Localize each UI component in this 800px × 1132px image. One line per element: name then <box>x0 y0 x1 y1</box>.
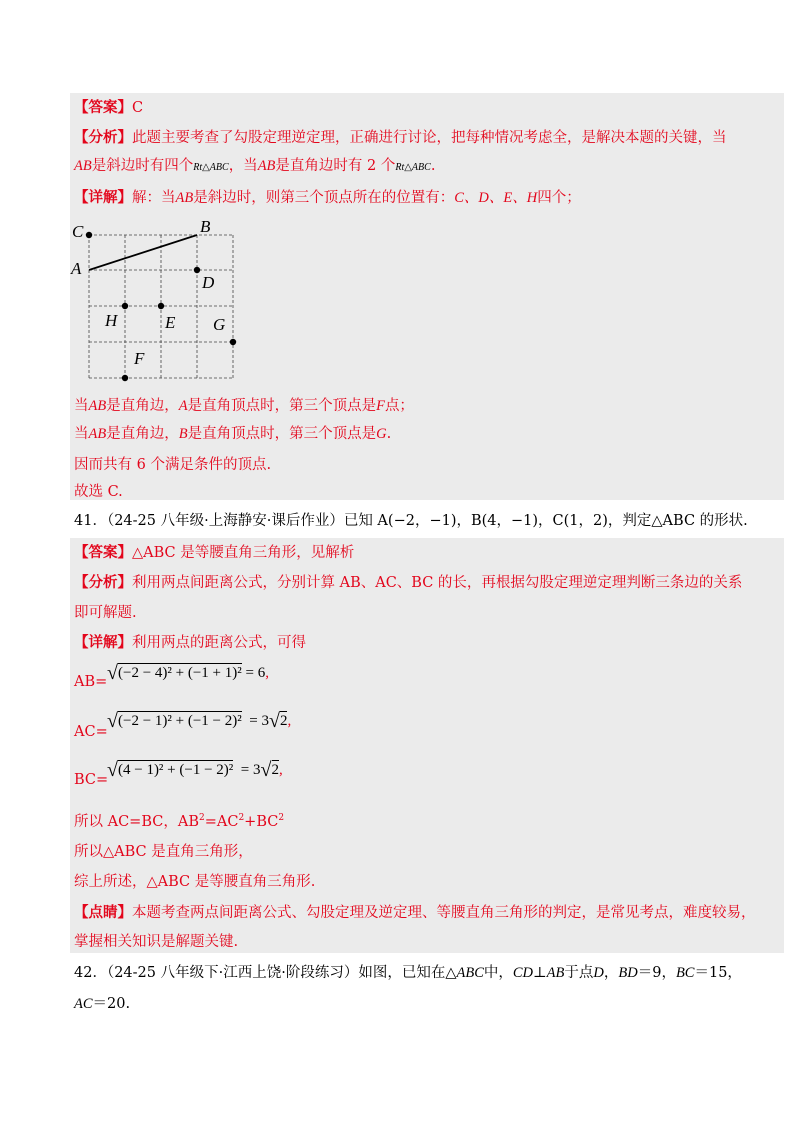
analysis-text-2c: 是直角边时有 2 个 <box>275 158 396 174</box>
label-e: E <box>165 313 176 332</box>
comma: , <box>279 762 283 778</box>
detail-text-b: 是斜边时，则第三个顶点所在的位置有： <box>193 190 455 206</box>
answer-value: C <box>132 100 144 116</box>
ab-label: AB= <box>74 674 108 690</box>
detail-text-d: 四个； <box>537 190 581 206</box>
detail-tag: 【详解】 <box>74 189 132 206</box>
superscript: 2 <box>238 813 245 823</box>
point-f <box>122 375 128 381</box>
case-text: 当 <box>74 398 89 414</box>
analysis-text: 利用两点间距离公式，分别计算 AB、AC、BC 的长，再根据勾股定理逆定理判断三条边的关系 <box>132 575 743 591</box>
superscript: 2 <box>278 813 285 823</box>
sqrt-symbol: √ <box>107 662 118 684</box>
point-c <box>86 232 92 238</box>
q42-text: 中， <box>483 965 513 981</box>
question-42-line-1 <box>74 963 742 983</box>
q42-text: ＝15， <box>694 965 742 981</box>
q42-text: ， <box>603 965 619 981</box>
label-b: B <box>200 218 211 236</box>
point-e <box>158 303 164 309</box>
bc-label: BC= <box>74 772 109 788</box>
math-b: B <box>178 426 188 442</box>
analysis-tag: 【分析】 <box>74 574 132 591</box>
label-h: H <box>105 311 118 330</box>
case-line-2 <box>74 424 391 444</box>
case-line-1 <box>74 396 414 416</box>
math-rt-abc: Rt△ABC <box>193 162 229 173</box>
point-h <box>122 303 128 309</box>
sqrt-two: 2 <box>279 713 288 729</box>
analysis-line-1 <box>74 128 727 148</box>
case-text: . <box>386 426 392 442</box>
label-c: C <box>72 222 84 241</box>
perp-symbol: ⊥ <box>533 965 547 981</box>
ac-radicand: (−2 − 1)² + (−1 − 2)² <box>117 713 242 729</box>
ab-radicand: (−2 − 4)² + (−1 + 1)² <box>117 665 242 681</box>
math-f: F <box>376 398 385 414</box>
label-d: D <box>202 273 215 292</box>
superscript: 2 <box>198 813 205 823</box>
sqrt-symbol: √ <box>260 759 272 781</box>
math-d: D <box>593 965 604 981</box>
ab-formula <box>107 660 269 683</box>
answer-line-2 <box>74 543 354 563</box>
answer-line <box>74 98 143 118</box>
detail-tag: 【详解】 <box>74 634 132 651</box>
math-ab: AB <box>175 190 194 206</box>
math-ab: AB <box>88 398 107 414</box>
comma: , <box>265 665 269 681</box>
math-a: A <box>178 398 188 414</box>
segment-ab <box>89 235 197 270</box>
analysis-text: 此题主要考查了勾股定理逆定理，正确进行讨论，把每种情况考虑全，是解决本题的关键，当 <box>132 130 727 146</box>
q42-text: ＝9， <box>637 965 676 981</box>
ac-result: = 3 <box>249 713 269 729</box>
detail-2-line <box>74 633 306 653</box>
comment-text: 本题考查两点间距离公式、勾股定理及逆定理、等腰直角三角形的判定，是常见考点，难度较易， <box>132 905 756 921</box>
q42-text: 于点 <box>564 965 594 981</box>
question-42-line-2 <box>74 994 130 1014</box>
ac-label: AC= <box>74 724 108 740</box>
label-f: F <box>134 349 145 368</box>
case-text: 是直角顶点时，第三个顶点是 <box>187 426 377 442</box>
math-bd: BD <box>618 965 638 981</box>
summary-line: 综上所述，△ABC 是等腰直角三角形. <box>74 874 316 890</box>
label-a: A <box>71 259 82 278</box>
point-g <box>230 339 236 345</box>
point-d <box>194 267 200 273</box>
answer-tag: 【答案】 <box>74 99 132 116</box>
analysis-2-line-2: 即可解题. <box>74 605 137 621</box>
q42-text: ＝20. <box>92 996 131 1012</box>
detail-points: C、D、E、H <box>454 190 538 206</box>
bc-radicand: (4 − 1)² + (−1 − 2)² <box>117 762 234 778</box>
detail-text: 利用两点的距离公式，可得 <box>132 635 306 651</box>
math-abc: ABC <box>456 965 484 981</box>
analysis-tag: 【分析】 <box>74 129 132 146</box>
math-cd: CD <box>512 965 534 981</box>
period: . <box>430 158 436 174</box>
so-line-2: 所以△ABC 是直角三角形， <box>74 844 253 860</box>
answer-tag: 【答案】 <box>74 544 132 561</box>
analysis-line-2 <box>74 156 435 178</box>
question-41: 41．（24-25 八年级·上海静安·课后作业）已知 A(−2，−1)，B(4，−1)，C(1，2)，判定△ABC 的形状. <box>74 513 748 529</box>
case-text: 是直角顶点时，第三个顶点是 <box>187 398 377 414</box>
bc-result: = 3 <box>240 762 261 778</box>
detail-line <box>74 188 581 208</box>
analysis-text-2b: ，当 <box>228 158 258 174</box>
analysis-2-line-1 <box>74 573 742 593</box>
math-rt-abc: Rt△ABC <box>395 162 431 173</box>
q42-text: 42．（24-25 八年级下·江西上饶·阶段练习）如图，已知在△ <box>74 965 457 981</box>
grid-figure <box>68 218 248 386</box>
sqrt-symbol: √ <box>107 710 118 732</box>
math-g: G <box>376 426 387 442</box>
math-ab: AB <box>74 158 92 174</box>
case-text: 点； <box>384 398 414 414</box>
comment-line-1 <box>74 903 756 923</box>
comment-tag: 【点睛】 <box>74 904 132 921</box>
math-bc: BC <box>675 965 695 981</box>
math-ab: AB <box>88 426 107 442</box>
ab-result: = 6 <box>245 665 266 681</box>
choose-line: 故选 C. <box>74 484 123 500</box>
comment-line-2: 掌握相关知识是解题关键. <box>74 934 239 950</box>
label-g: G <box>213 315 226 334</box>
so-line-1 <box>74 812 284 832</box>
case-text: 是直角边， <box>106 398 179 414</box>
math-ab: AB <box>257 158 276 174</box>
sqrt-two: 2 <box>271 762 279 778</box>
so-text: +BC <box>244 814 279 830</box>
case-text: 是直角边， <box>106 426 179 442</box>
analysis-text-2a: 是斜边时有四个 <box>91 158 194 174</box>
ac-formula <box>107 708 291 731</box>
sqrt-symbol: √ <box>268 710 280 732</box>
answer-text: △ABC 是等腰直角三角形，见解析 <box>132 545 355 561</box>
comma: , <box>287 713 292 729</box>
math-ab: AB <box>546 965 565 981</box>
case-text: 当 <box>74 426 89 442</box>
total-line: 因而共有 6 个满足条件的顶点. <box>74 457 272 473</box>
bc-formula <box>107 757 283 780</box>
math-ac: AC <box>74 996 93 1012</box>
sqrt-symbol: √ <box>107 759 118 781</box>
so-text: =AC <box>204 814 239 830</box>
so-text: 所以 AC=BC，AB <box>74 814 199 830</box>
detail-text-a: 解：当 <box>132 190 176 206</box>
